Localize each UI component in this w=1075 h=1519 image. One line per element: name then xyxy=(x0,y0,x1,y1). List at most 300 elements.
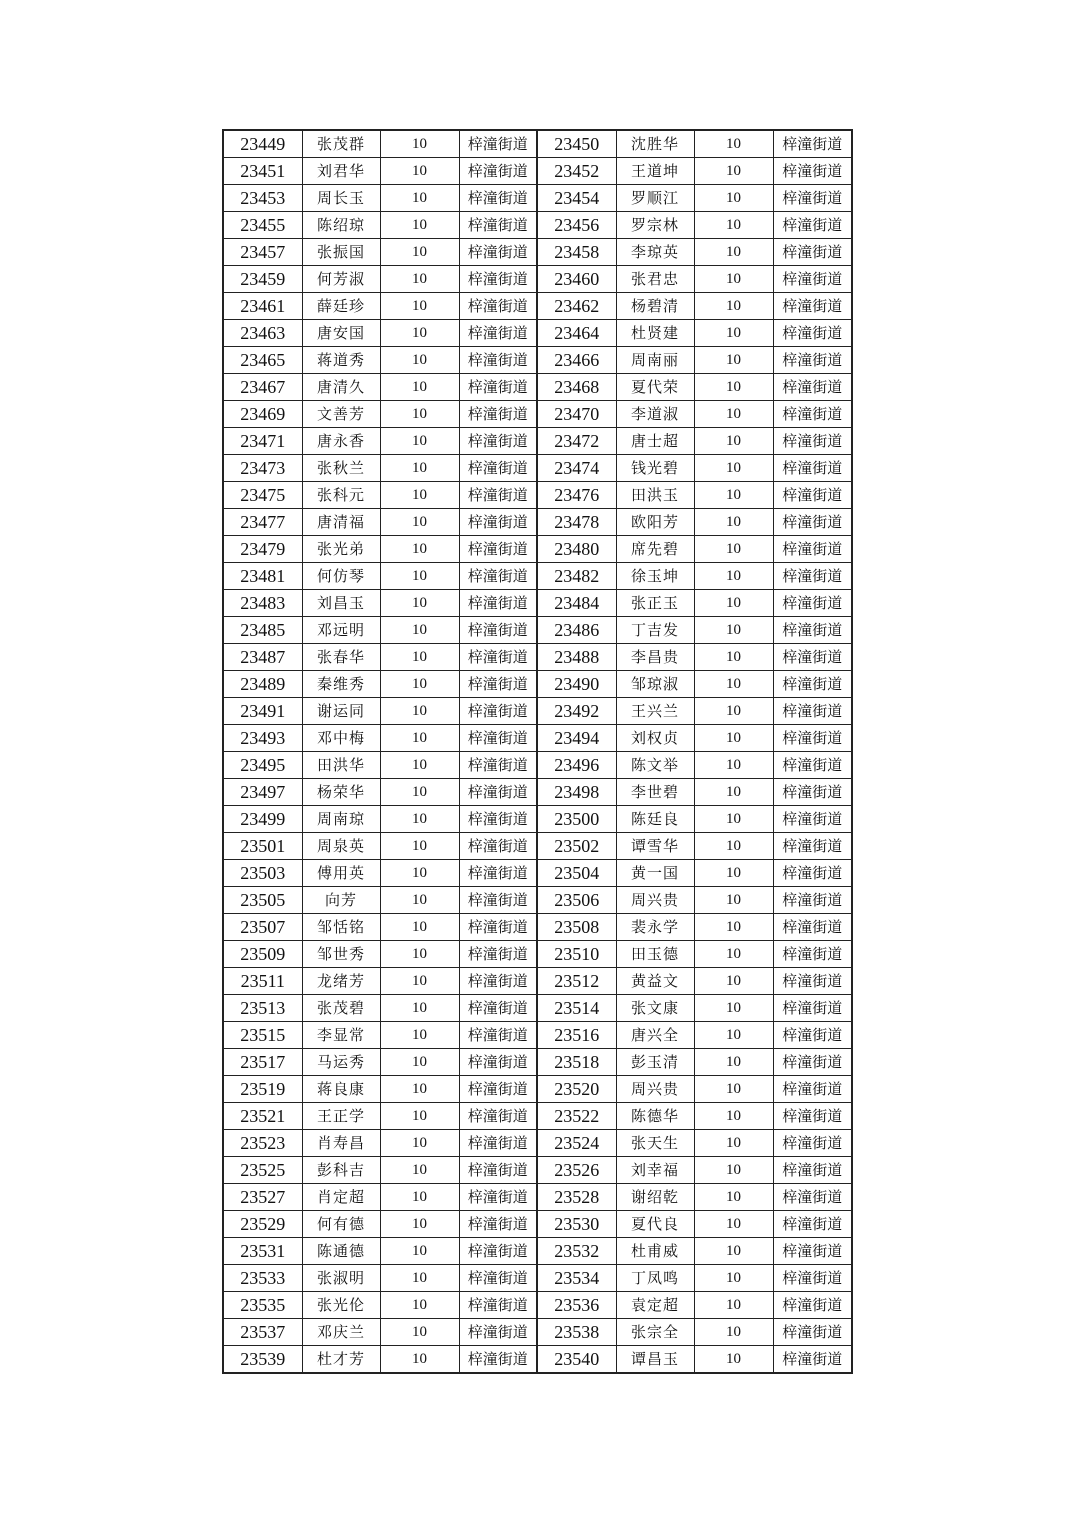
left-person-name-cell: 张淑明 xyxy=(302,1265,380,1292)
right-street-cell: 梓潼街道 xyxy=(773,1022,852,1049)
left-person-name-cell: 何有德 xyxy=(302,1211,380,1238)
left-street-cell: 梓潼街道 xyxy=(459,887,537,914)
left-amount-cell: 10 xyxy=(380,968,459,995)
right-street-cell: 梓潼街道 xyxy=(773,1346,852,1374)
left-street-cell: 梓潼街道 xyxy=(459,833,537,860)
table-row xyxy=(223,860,852,887)
right-record-number-cell: 23522 xyxy=(537,1103,616,1130)
right-street-cell: 梓潼街道 xyxy=(773,914,852,941)
left-street-cell: 梓潼街道 xyxy=(459,1103,537,1130)
left-person-name-cell: 邹恬铭 xyxy=(302,914,380,941)
left-record-number-cell: 23523 xyxy=(223,1130,302,1157)
right-amount-cell: 10 xyxy=(694,130,773,158)
table-row xyxy=(223,752,852,779)
table-row xyxy=(223,1319,852,1346)
left-amount-cell: 10 xyxy=(380,995,459,1022)
left-amount-cell: 10 xyxy=(380,401,459,428)
right-person-name-cell: 王道坤 xyxy=(616,158,694,185)
table-row xyxy=(223,401,852,428)
left-record-number-cell: 23477 xyxy=(223,509,302,536)
right-amount-cell: 10 xyxy=(694,860,773,887)
right-street-cell: 梓潼街道 xyxy=(773,806,852,833)
right-person-name-cell: 杨碧清 xyxy=(616,293,694,320)
right-street-cell: 梓潼街道 xyxy=(773,266,852,293)
left-amount-cell: 10 xyxy=(380,509,459,536)
right-person-name-cell: 李道淑 xyxy=(616,401,694,428)
left-person-name-cell: 周长玉 xyxy=(302,185,380,212)
left-amount-cell: 10 xyxy=(380,1265,459,1292)
right-record-number-cell: 23506 xyxy=(537,887,616,914)
left-person-name-cell: 蒋良康 xyxy=(302,1076,380,1103)
right-street-cell: 梓潼街道 xyxy=(773,1211,852,1238)
right-street-cell: 梓潼街道 xyxy=(773,1184,852,1211)
left-street-cell: 梓潼街道 xyxy=(459,320,537,347)
left-record-number-cell: 23487 xyxy=(223,644,302,671)
left-amount-cell: 10 xyxy=(380,941,459,968)
right-street-cell: 梓潼街道 xyxy=(773,563,852,590)
right-amount-cell: 10 xyxy=(694,752,773,779)
right-street-cell: 梓潼街道 xyxy=(773,752,852,779)
right-person-name-cell: 唐士超 xyxy=(616,428,694,455)
right-amount-cell: 10 xyxy=(694,266,773,293)
right-amount-cell: 10 xyxy=(694,482,773,509)
right-amount-cell: 10 xyxy=(694,401,773,428)
left-record-number-cell: 23455 xyxy=(223,212,302,239)
left-record-number-cell: 23457 xyxy=(223,239,302,266)
table-row xyxy=(223,455,852,482)
right-person-name-cell: 李昌贵 xyxy=(616,644,694,671)
right-street-cell: 梓潼街道 xyxy=(773,320,852,347)
left-street-cell: 梓潼街道 xyxy=(459,563,537,590)
left-person-name-cell: 何仿琴 xyxy=(302,563,380,590)
right-street-cell: 梓潼街道 xyxy=(773,860,852,887)
right-street-cell: 梓潼街道 xyxy=(773,1157,852,1184)
right-street-cell: 梓潼街道 xyxy=(773,482,852,509)
left-street-cell: 梓潼街道 xyxy=(459,995,537,1022)
left-person-name-cell: 邓庆兰 xyxy=(302,1319,380,1346)
left-person-name-cell: 文善芳 xyxy=(302,401,380,428)
left-street-cell: 梓潼街道 xyxy=(459,617,537,644)
right-person-name-cell: 唐兴全 xyxy=(616,1022,694,1049)
table-row xyxy=(223,1238,852,1265)
left-amount-cell: 10 xyxy=(380,563,459,590)
right-amount-cell: 10 xyxy=(694,671,773,698)
right-record-number-cell: 23500 xyxy=(537,806,616,833)
left-person-name-cell: 唐清福 xyxy=(302,509,380,536)
right-amount-cell: 10 xyxy=(694,887,773,914)
right-record-number-cell: 23494 xyxy=(537,725,616,752)
left-record-number-cell: 23503 xyxy=(223,860,302,887)
left-person-name-cell: 蒋道秀 xyxy=(302,347,380,374)
right-record-number-cell: 23480 xyxy=(537,536,616,563)
left-person-name-cell: 张光伦 xyxy=(302,1292,380,1319)
left-record-number-cell: 23535 xyxy=(223,1292,302,1319)
table-row xyxy=(223,1184,852,1211)
right-amount-cell: 10 xyxy=(694,779,773,806)
left-street-cell: 梓潼街道 xyxy=(459,1238,537,1265)
left-person-name-cell: 张振国 xyxy=(302,239,380,266)
right-street-cell: 梓潼街道 xyxy=(773,347,852,374)
right-person-name-cell: 黄一国 xyxy=(616,860,694,887)
right-record-number-cell: 23524 xyxy=(537,1130,616,1157)
right-amount-cell: 10 xyxy=(694,698,773,725)
table-row xyxy=(223,1076,852,1103)
left-record-number-cell: 23517 xyxy=(223,1049,302,1076)
table-row xyxy=(223,941,852,968)
left-record-number-cell: 23461 xyxy=(223,293,302,320)
right-amount-cell: 10 xyxy=(694,1265,773,1292)
left-amount-cell: 10 xyxy=(380,482,459,509)
left-record-number-cell: 23495 xyxy=(223,752,302,779)
left-record-number-cell: 23451 xyxy=(223,158,302,185)
right-street-cell: 梓潼街道 xyxy=(773,1265,852,1292)
right-amount-cell: 10 xyxy=(694,347,773,374)
right-person-name-cell: 陈廷良 xyxy=(616,806,694,833)
right-amount-cell: 10 xyxy=(694,1076,773,1103)
right-amount-cell: 10 xyxy=(694,1319,773,1346)
right-record-number-cell: 23456 xyxy=(537,212,616,239)
left-amount-cell: 10 xyxy=(380,374,459,401)
left-person-name-cell: 肖定超 xyxy=(302,1184,380,1211)
right-record-number-cell: 23482 xyxy=(537,563,616,590)
left-person-name-cell: 唐安国 xyxy=(302,320,380,347)
right-street-cell: 梓潼街道 xyxy=(773,779,852,806)
left-street-cell: 梓潼街道 xyxy=(459,1184,537,1211)
left-person-name-cell: 邓中梅 xyxy=(302,725,380,752)
right-record-number-cell: 23532 xyxy=(537,1238,616,1265)
left-amount-cell: 10 xyxy=(380,1049,459,1076)
right-street-cell: 梓潼街道 xyxy=(773,536,852,563)
left-person-name-cell: 刘君华 xyxy=(302,158,380,185)
right-person-name-cell: 张君忠 xyxy=(616,266,694,293)
left-street-cell: 梓潼街道 xyxy=(459,644,537,671)
left-street-cell: 梓潼街道 xyxy=(459,914,537,941)
table-row xyxy=(223,239,852,266)
table-row xyxy=(223,374,852,401)
left-person-name-cell: 唐清久 xyxy=(302,374,380,401)
right-amount-cell: 10 xyxy=(694,1022,773,1049)
left-record-number-cell: 23479 xyxy=(223,536,302,563)
right-street-cell: 梓潼街道 xyxy=(773,1130,852,1157)
left-person-name-cell: 唐永香 xyxy=(302,428,380,455)
left-record-number-cell: 23505 xyxy=(223,887,302,914)
right-amount-cell: 10 xyxy=(694,428,773,455)
left-amount-cell: 10 xyxy=(380,860,459,887)
table-row xyxy=(223,806,852,833)
left-amount-cell: 10 xyxy=(380,1130,459,1157)
right-amount-cell: 10 xyxy=(694,374,773,401)
right-record-number-cell: 23450 xyxy=(537,130,616,158)
left-person-name-cell: 张茂群 xyxy=(302,130,380,158)
right-record-number-cell: 23470 xyxy=(537,401,616,428)
right-street-cell: 梓潼街道 xyxy=(773,130,852,158)
left-record-number-cell: 23527 xyxy=(223,1184,302,1211)
table-row xyxy=(223,320,852,347)
left-street-cell: 梓潼街道 xyxy=(459,509,537,536)
right-amount-cell: 10 xyxy=(694,293,773,320)
left-street-cell: 梓潼街道 xyxy=(459,698,537,725)
right-record-number-cell: 23530 xyxy=(537,1211,616,1238)
left-street-cell: 梓潼街道 xyxy=(459,374,537,401)
right-amount-cell: 10 xyxy=(694,455,773,482)
right-person-name-cell: 刘权贞 xyxy=(616,725,694,752)
left-amount-cell: 10 xyxy=(380,1022,459,1049)
right-record-number-cell: 23472 xyxy=(537,428,616,455)
right-person-name-cell: 王兴兰 xyxy=(616,698,694,725)
table-row xyxy=(223,833,852,860)
left-record-number-cell: 23499 xyxy=(223,806,302,833)
left-person-name-cell: 龙绪芳 xyxy=(302,968,380,995)
right-record-number-cell: 23534 xyxy=(537,1265,616,1292)
left-street-cell: 梓潼街道 xyxy=(459,590,537,617)
right-person-name-cell: 裴永学 xyxy=(616,914,694,941)
table-row xyxy=(223,887,852,914)
left-record-number-cell: 23465 xyxy=(223,347,302,374)
left-person-name-cell: 杨荣华 xyxy=(302,779,380,806)
right-amount-cell: 10 xyxy=(694,320,773,347)
left-amount-cell: 10 xyxy=(380,455,459,482)
table-row xyxy=(223,914,852,941)
right-street-cell: 梓潼街道 xyxy=(773,428,852,455)
left-street-cell: 梓潼街道 xyxy=(459,779,537,806)
left-amount-cell: 10 xyxy=(380,1346,459,1374)
right-person-name-cell: 沈胜华 xyxy=(616,130,694,158)
right-street-cell: 梓潼街道 xyxy=(773,887,852,914)
right-street-cell: 梓潼街道 xyxy=(773,698,852,725)
left-amount-cell: 10 xyxy=(380,130,459,158)
right-person-name-cell: 张天生 xyxy=(616,1130,694,1157)
right-street-cell: 梓潼街道 xyxy=(773,1049,852,1076)
right-record-number-cell: 23486 xyxy=(537,617,616,644)
right-person-name-cell: 谭昌玉 xyxy=(616,1346,694,1374)
right-record-number-cell: 23514 xyxy=(537,995,616,1022)
right-person-name-cell: 杜贤建 xyxy=(616,320,694,347)
left-record-number-cell: 23453 xyxy=(223,185,302,212)
right-street-cell: 梓潼街道 xyxy=(773,293,852,320)
left-amount-cell: 10 xyxy=(380,590,459,617)
table-row xyxy=(223,644,852,671)
left-street-cell: 梓潼街道 xyxy=(459,158,537,185)
right-person-name-cell: 席先碧 xyxy=(616,536,694,563)
left-amount-cell: 10 xyxy=(380,617,459,644)
right-street-cell: 梓潼街道 xyxy=(773,995,852,1022)
right-person-name-cell: 李琼英 xyxy=(616,239,694,266)
right-record-number-cell: 23466 xyxy=(537,347,616,374)
left-person-name-cell: 薛廷珍 xyxy=(302,293,380,320)
left-record-number-cell: 23449 xyxy=(223,130,302,158)
table-row xyxy=(223,509,852,536)
left-street-cell: 梓潼街道 xyxy=(459,1049,537,1076)
table-row xyxy=(223,293,852,320)
right-amount-cell: 10 xyxy=(694,563,773,590)
left-amount-cell: 10 xyxy=(380,536,459,563)
right-person-name-cell: 钱光碧 xyxy=(616,455,694,482)
left-street-cell: 梓潼街道 xyxy=(459,941,537,968)
left-street-cell: 梓潼街道 xyxy=(459,1211,537,1238)
left-amount-cell: 10 xyxy=(380,185,459,212)
right-person-name-cell: 张宗全 xyxy=(616,1319,694,1346)
left-person-name-cell: 杜才芳 xyxy=(302,1346,380,1374)
right-person-name-cell: 田洪玉 xyxy=(616,482,694,509)
left-record-number-cell: 23483 xyxy=(223,590,302,617)
left-amount-cell: 10 xyxy=(380,428,459,455)
left-street-cell: 梓潼街道 xyxy=(459,1346,537,1374)
right-person-name-cell: 陈德华 xyxy=(616,1103,694,1130)
left-street-cell: 梓潼街道 xyxy=(459,1076,537,1103)
left-amount-cell: 10 xyxy=(380,347,459,374)
left-record-number-cell: 23519 xyxy=(223,1076,302,1103)
right-person-name-cell: 周兴贵 xyxy=(616,887,694,914)
left-amount-cell: 10 xyxy=(380,1103,459,1130)
left-amount-cell: 10 xyxy=(380,1292,459,1319)
left-street-cell: 梓潼街道 xyxy=(459,212,537,239)
left-amount-cell: 10 xyxy=(380,1211,459,1238)
right-amount-cell: 10 xyxy=(694,617,773,644)
right-record-number-cell: 23516 xyxy=(537,1022,616,1049)
right-street-cell: 梓潼街道 xyxy=(773,968,852,995)
right-amount-cell: 10 xyxy=(694,1130,773,1157)
right-amount-cell: 10 xyxy=(694,1184,773,1211)
right-person-name-cell: 罗顺江 xyxy=(616,185,694,212)
left-person-name-cell: 邹世秀 xyxy=(302,941,380,968)
right-record-number-cell: 23464 xyxy=(537,320,616,347)
left-street-cell: 梓潼街道 xyxy=(459,239,537,266)
left-person-name-cell: 肖寿昌 xyxy=(302,1130,380,1157)
left-street-cell: 梓潼街道 xyxy=(459,725,537,752)
right-record-number-cell: 23458 xyxy=(537,239,616,266)
right-record-number-cell: 23510 xyxy=(537,941,616,968)
left-street-cell: 梓潼街道 xyxy=(459,185,537,212)
right-person-name-cell: 袁定超 xyxy=(616,1292,694,1319)
left-amount-cell: 10 xyxy=(380,698,459,725)
table-row xyxy=(223,212,852,239)
left-amount-cell: 10 xyxy=(380,779,459,806)
right-street-cell: 梓潼街道 xyxy=(773,401,852,428)
right-amount-cell: 10 xyxy=(694,833,773,860)
left-person-name-cell: 刘昌玉 xyxy=(302,590,380,617)
right-person-name-cell: 周南丽 xyxy=(616,347,694,374)
right-amount-cell: 10 xyxy=(694,914,773,941)
right-amount-cell: 10 xyxy=(694,995,773,1022)
left-street-cell: 梓潼街道 xyxy=(459,536,537,563)
right-person-name-cell: 刘幸福 xyxy=(616,1157,694,1184)
left-record-number-cell: 23493 xyxy=(223,725,302,752)
right-person-name-cell: 夏代荣 xyxy=(616,374,694,401)
left-record-number-cell: 23507 xyxy=(223,914,302,941)
right-record-number-cell: 23538 xyxy=(537,1319,616,1346)
left-record-number-cell: 23509 xyxy=(223,941,302,968)
right-street-cell: 梓潼街道 xyxy=(773,239,852,266)
left-record-number-cell: 23485 xyxy=(223,617,302,644)
table-row xyxy=(223,1265,852,1292)
right-record-number-cell: 23490 xyxy=(537,671,616,698)
left-street-cell: 梓潼街道 xyxy=(459,266,537,293)
left-record-number-cell: 23533 xyxy=(223,1265,302,1292)
right-record-number-cell: 23528 xyxy=(537,1184,616,1211)
left-street-cell: 梓潼街道 xyxy=(459,1022,537,1049)
table-row xyxy=(223,1022,852,1049)
left-person-name-cell: 田洪华 xyxy=(302,752,380,779)
table-row xyxy=(223,1211,852,1238)
table-row xyxy=(223,725,852,752)
table-row xyxy=(223,1346,852,1374)
right-person-name-cell: 欧阳芳 xyxy=(616,509,694,536)
right-amount-cell: 10 xyxy=(694,1211,773,1238)
left-amount-cell: 10 xyxy=(380,887,459,914)
right-record-number-cell: 23540 xyxy=(537,1346,616,1374)
left-person-name-cell: 张科元 xyxy=(302,482,380,509)
left-record-number-cell: 23463 xyxy=(223,320,302,347)
table-row xyxy=(223,347,852,374)
right-street-cell: 梓潼街道 xyxy=(773,509,852,536)
left-street-cell: 梓潼街道 xyxy=(459,1292,537,1319)
right-person-name-cell: 夏代良 xyxy=(616,1211,694,1238)
right-street-cell: 梓潼街道 xyxy=(773,617,852,644)
right-amount-cell: 10 xyxy=(694,1238,773,1265)
left-street-cell: 梓潼街道 xyxy=(459,968,537,995)
table-row xyxy=(223,482,852,509)
left-record-number-cell: 23529 xyxy=(223,1211,302,1238)
left-street-cell: 梓潼街道 xyxy=(459,130,537,158)
table-row xyxy=(223,1049,852,1076)
right-person-name-cell: 谢绍乾 xyxy=(616,1184,694,1211)
right-street-cell: 梓潼街道 xyxy=(773,671,852,698)
right-record-number-cell: 23536 xyxy=(537,1292,616,1319)
left-amount-cell: 10 xyxy=(380,644,459,671)
left-person-name-cell: 周泉英 xyxy=(302,833,380,860)
right-record-number-cell: 23498 xyxy=(537,779,616,806)
left-street-cell: 梓潼街道 xyxy=(459,860,537,887)
right-record-number-cell: 23484 xyxy=(537,590,616,617)
right-street-cell: 梓潼街道 xyxy=(773,185,852,212)
right-record-number-cell: 23488 xyxy=(537,644,616,671)
table-row xyxy=(223,590,852,617)
table-row xyxy=(223,185,852,212)
right-person-name-cell: 徐玉坤 xyxy=(616,563,694,590)
right-street-cell: 梓潼街道 xyxy=(773,374,852,401)
table-row xyxy=(223,1157,852,1184)
right-amount-cell: 10 xyxy=(694,968,773,995)
left-street-cell: 梓潼街道 xyxy=(459,806,537,833)
right-record-number-cell: 23478 xyxy=(537,509,616,536)
right-person-name-cell: 谭雪华 xyxy=(616,833,694,860)
left-street-cell: 梓潼街道 xyxy=(459,428,537,455)
left-person-name-cell: 周南琼 xyxy=(302,806,380,833)
left-record-number-cell: 23467 xyxy=(223,374,302,401)
left-amount-cell: 10 xyxy=(380,1319,459,1346)
left-record-number-cell: 23539 xyxy=(223,1346,302,1374)
left-person-name-cell: 李显常 xyxy=(302,1022,380,1049)
right-street-cell: 梓潼街道 xyxy=(773,1292,852,1319)
right-amount-cell: 10 xyxy=(694,212,773,239)
left-person-name-cell: 马运秀 xyxy=(302,1049,380,1076)
right-amount-cell: 10 xyxy=(694,590,773,617)
left-amount-cell: 10 xyxy=(380,212,459,239)
left-street-cell: 梓潼街道 xyxy=(459,752,537,779)
right-amount-cell: 10 xyxy=(694,1103,773,1130)
left-street-cell: 梓潼街道 xyxy=(459,347,537,374)
right-person-name-cell: 邹琼淑 xyxy=(616,671,694,698)
left-record-number-cell: 23475 xyxy=(223,482,302,509)
right-person-name-cell: 李世碧 xyxy=(616,779,694,806)
table-row xyxy=(223,428,852,455)
right-street-cell: 梓潼街道 xyxy=(773,644,852,671)
table-row xyxy=(223,536,852,563)
left-amount-cell: 10 xyxy=(380,1076,459,1103)
left-person-name-cell: 陈绍琼 xyxy=(302,212,380,239)
right-record-number-cell: 23504 xyxy=(537,860,616,887)
right-record-number-cell: 23462 xyxy=(537,293,616,320)
